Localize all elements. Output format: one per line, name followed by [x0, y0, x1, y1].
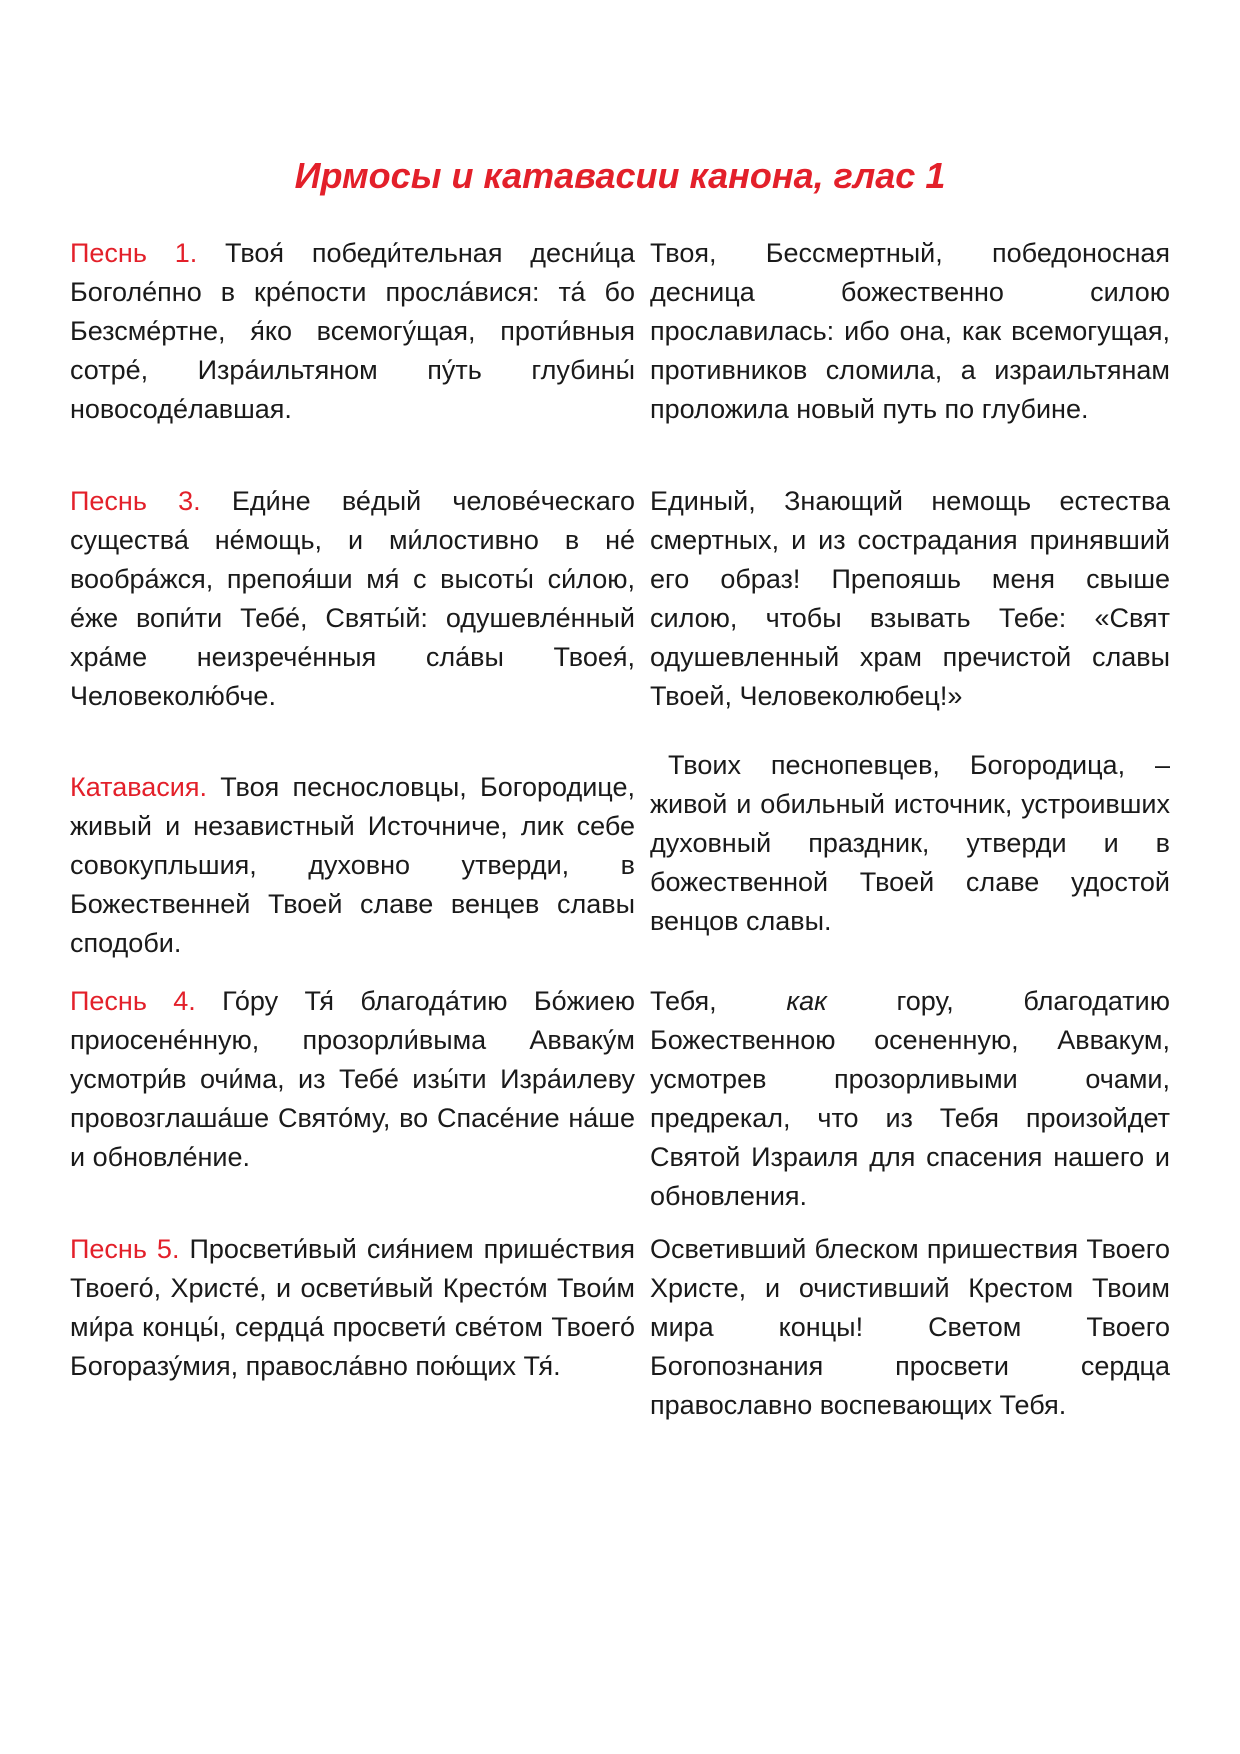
- section-song-5: [70, 1230, 1170, 1425]
- slavonic-body: Еди́не ве́дый челове́ческаго существа́ не́мощь, и ми́лостивно в не́ вообра́жся, препоя́ши мя́ с высоты́ си́лою, е́же вопи́ти Тебе́, Святы́й: одушевле́нный хра́ме неизрече́нныя сла́вы Твоея́, Человеколю́бче.: [70, 486, 636, 711]
- russian-text: [650, 1230, 1170, 1425]
- russian-body-emphasis: как: [786, 986, 827, 1016]
- section-label: Катавасия.: [70, 772, 207, 802]
- slavonic-text: [70, 234, 635, 429]
- section-label: Песнь 5.: [70, 1234, 180, 1264]
- russian-body: Твоих песнопевцев, Богородица, – живой и обильный источник, устроивших духовный праздник, утверди и в божественной Твоей славе удостой венцов славы.: [650, 750, 1170, 936]
- section-label: Песнь 1.: [70, 238, 198, 268]
- slavonic-body: Твоя песнословцы, Богородице, живый и независтный Источниче, лик себе совокупльшия, духовно утверди, в Божественней Твоей славе венцев славы сподоби.: [70, 772, 635, 958]
- slavonic-body: Твоя́ победи́тельная десни́ца Боголе́пно в кре́пости просла́вися: та́ бо Безсме́ртне, я́ко всемогу́щая, проти́вныя сотре́, Изра́ильтяном пу́ть глубины́ новосоде́лавшая.: [70, 238, 635, 424]
- russian-body: Твоя, Бессмертный, победоносная десница божественно силою прославилась: ибо она, как всемогущая, противников сломила, а израильтянам проложила новый путь по глубине.: [650, 238, 1170, 424]
- slavonic-text: [70, 1230, 635, 1425]
- section-song-1: [70, 234, 1170, 429]
- section-katavasia: [70, 746, 1170, 963]
- russian-body: Единый, Знающий немощь естества смертных, и из сострадания принявший его образ! Препояшь меня свыше силою, чтобы взывать Тебе: «Свят одушевленный храм пречистой славы Твоей, Человеколюбец!»: [650, 486, 1170, 711]
- slavonic-body: Просвети́вый сия́нием прише́ствия Твоего́, Христе́, и освети́вый Кресто́м Твои́м ми́ра концы́, сердца́ просвети́ све́том Твоего́ Богоразу́мия, правосла́вно пою́щих Тя́.: [70, 1234, 635, 1381]
- russian-text: [650, 746, 1170, 963]
- slavonic-body: Го́ру Тя́ благода́тию Бо́жиею приосене́нную, прозорли́выма Авваку́м усмотри́в очи́ма, из Тебе́ изы́ти Изра́илеву провозглаша́ше Свято́му, во Спасе́ние на́ше и обновле́ние.: [70, 986, 635, 1172]
- slavonic-text: [70, 482, 635, 716]
- russian-text: [650, 234, 1170, 429]
- slavonic-text: [70, 982, 635, 1216]
- page-title: Ирмосы и катавасии канона, глас 1: [294, 155, 946, 196]
- section-song-3: [70, 482, 1170, 716]
- section-label: Песнь 4.: [70, 986, 196, 1016]
- russian-body-pre: Тебя,: [650, 986, 787, 1016]
- russian-body-post: гору, благодатию Божественною осененную, Аввакум, усмотрев прозорливыми очами, предрекал, что из Тебя произойдет Святой Израиля для спасения нашего и обновления.: [650, 986, 1170, 1211]
- russian-text: [650, 982, 1170, 1216]
- slavonic-text: [70, 768, 635, 963]
- section-song-4: [70, 982, 1170, 1216]
- section-label: Песнь 3.: [70, 486, 201, 516]
- russian-body: Осветивший блеском пришествия Твоего Христе, и очистивший Крестом Твоим мира концы! Светом Твоего Богопознания просвети сердца православно воспевающих Тебя.: [650, 1234, 1170, 1420]
- russian-text: [650, 482, 1170, 716]
